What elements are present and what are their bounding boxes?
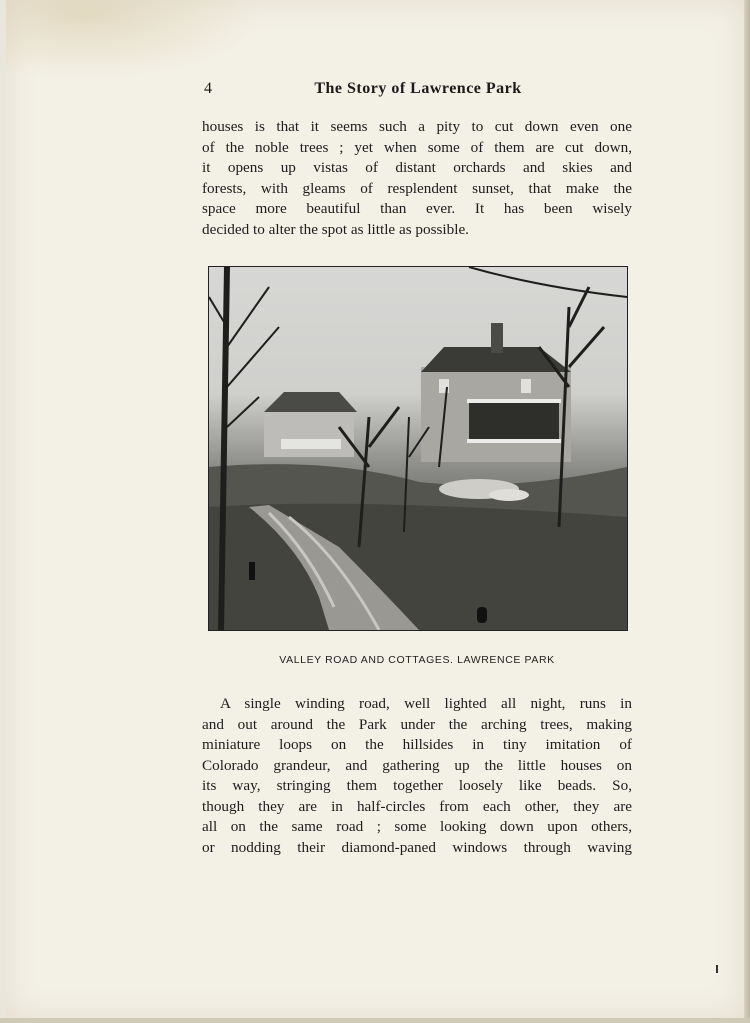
text-line: or nodding their diamond-paned windows through waving xyxy=(202,838,632,856)
text-line: of the noble trees ; yet when some of them are cut down, xyxy=(202,138,632,156)
text-line: miniature loops on the hillsides in tiny imitation of xyxy=(202,736,632,753)
running-title: The Story of Lawrence Park xyxy=(314,80,522,97)
text-line: and out around the Park under the arching trees, making xyxy=(202,715,632,733)
text-line: houses is that it seems such a pity to cut down even one xyxy=(202,118,632,135)
text-line: decided to alter the spot as little as possible. xyxy=(202,220,469,238)
text-line: A single winding road, well lighted all night, runs in xyxy=(220,695,632,712)
text-line: it opens up vistas of distant orchards and skies and xyxy=(202,159,632,176)
page-bottom-edge xyxy=(0,1018,750,1023)
text-line: forests, with gleams of resplendent sunset, that make the xyxy=(202,179,632,197)
photograph-illustration xyxy=(209,267,627,630)
text-line: space more beautiful than ever. It has been wisely xyxy=(202,200,632,217)
paragraph-1 xyxy=(202,117,632,240)
text-line: all on the same road ; some looking down upon others, xyxy=(202,818,632,835)
page-edge xyxy=(744,0,750,1023)
text-line: though they are in half-circles from each other, they are xyxy=(202,797,632,815)
page-header xyxy=(204,80,632,102)
ink-mark xyxy=(716,965,718,973)
figure-caption: VALLEY ROAD AND COTTAGES. LAWRENCE PARK xyxy=(279,654,555,666)
photograph xyxy=(208,266,628,631)
page-number: 4 xyxy=(204,80,212,97)
text-line: its way, stringing them together loosely like beads. So, xyxy=(202,777,632,794)
paragraph-2 xyxy=(202,694,632,858)
paper-stain xyxy=(6,0,266,80)
text-line: Colorado grandeur, and gathering up the little houses on xyxy=(202,756,632,774)
